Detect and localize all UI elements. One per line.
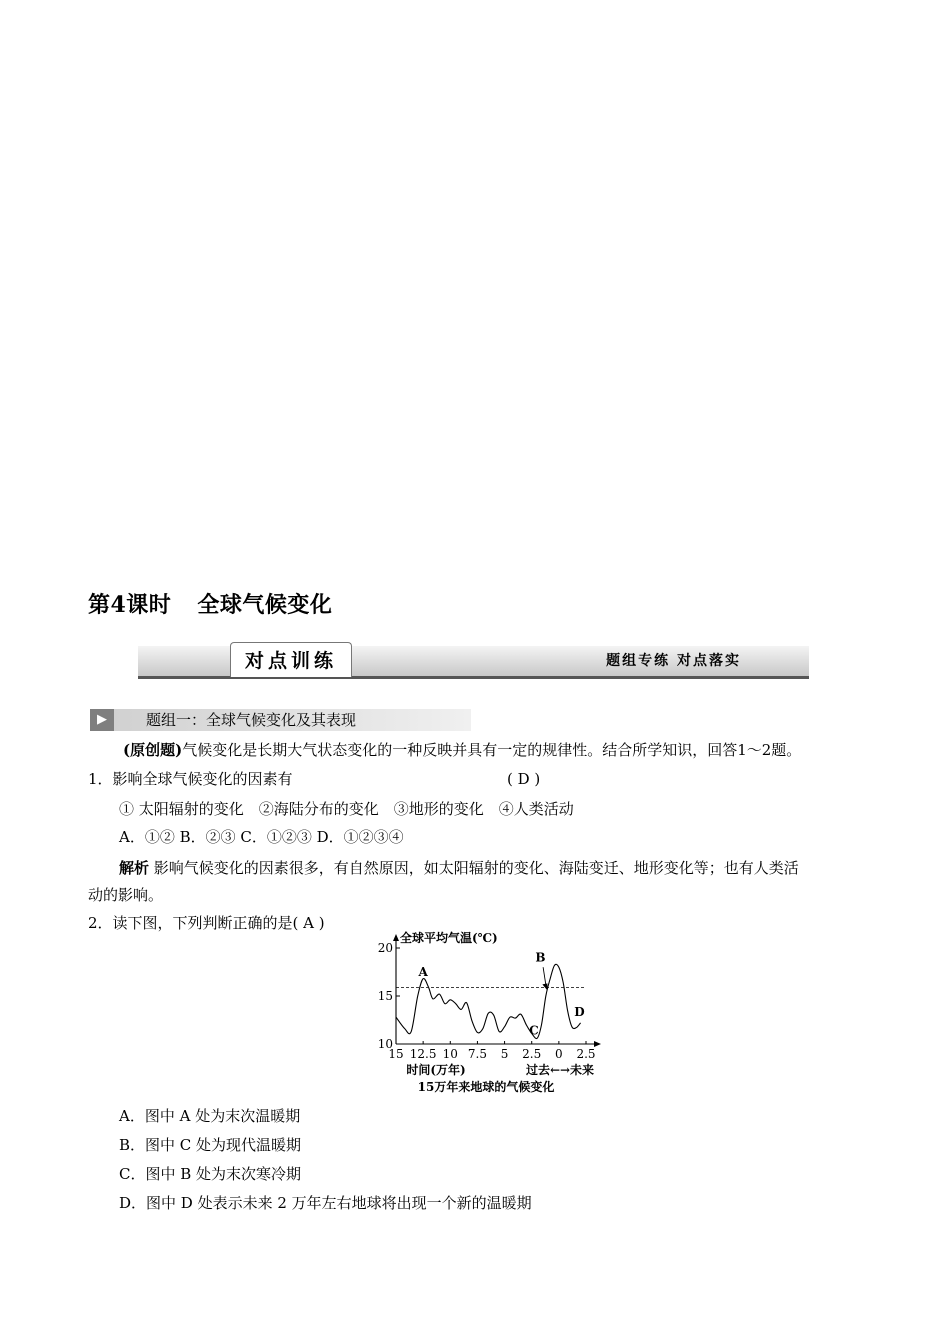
x-tick-label: 5 bbox=[500, 1047, 509, 1061]
x-axis-label: 时间(万年) bbox=[406, 1063, 466, 1077]
y-tick-label: 15 bbox=[377, 989, 393, 1003]
y-tick-label: 20 bbox=[377, 941, 393, 955]
x-tick-label: 2.5 bbox=[576, 1047, 596, 1061]
annotation-label-a: A bbox=[418, 964, 428, 979]
x-tick-label: 7.5 bbox=[467, 1047, 487, 1061]
annotation-label-d: D bbox=[574, 1005, 585, 1020]
lesson-name: 全球气候变化 bbox=[197, 592, 333, 618]
analysis-text: 影响气候变化的因素很多，有自然原因，如太阳辐射的变化、海陆变迁、地形变化等；也有人类活 bbox=[149, 859, 799, 877]
group-title: 题组一：全球气候变化及其表现 bbox=[146, 711, 357, 729]
y-axis-arrow-icon bbox=[393, 934, 399, 941]
q2-option-a: A．图中 A 处为末次温暖期 bbox=[119, 1107, 301, 1125]
group-header bbox=[90, 709, 471, 731]
x-tick-label: 12.5 bbox=[409, 1047, 437, 1061]
analysis-label: 解析 bbox=[119, 859, 150, 877]
x-tick-label: 15 bbox=[388, 1047, 404, 1061]
x-tick-label: 2.5 bbox=[522, 1047, 542, 1061]
q1-options: A．①② B．②③ C．①②③ D．①②③④ bbox=[119, 828, 404, 846]
intro-tag: (原创题) bbox=[123, 741, 183, 759]
annotation-label-c: C bbox=[529, 1023, 539, 1038]
climate-chart bbox=[372, 930, 612, 1098]
x-tick-label: 10 bbox=[442, 1047, 458, 1061]
q2-option-c: C．图中 B 处为末次寒冷期 bbox=[119, 1165, 302, 1183]
annotation-label-b: B bbox=[535, 950, 546, 965]
q2-stem: 2．读下图，下列判断正确的是 bbox=[88, 914, 293, 932]
q2-answer: ( A ) bbox=[292, 914, 325, 932]
q1-factors: ① 太阳辐射的变化 ②海陆分布的变化 ③地形的变化 ④人类活动 bbox=[119, 800, 574, 818]
x-tick-label: 0 bbox=[555, 1047, 563, 1061]
q2-option-b: B．图中 C 处为现代温暖期 bbox=[119, 1136, 302, 1154]
banner-subtitle: 题组专练 对点落实 bbox=[606, 653, 741, 669]
section-banner bbox=[138, 642, 809, 682]
intro-paragraph bbox=[123, 740, 801, 760]
q1-analysis-cont: 动的影响。 bbox=[88, 886, 164, 904]
pointer-arrow-icon bbox=[542, 983, 547, 990]
play-arrow-icon: ▶ bbox=[90, 709, 114, 731]
y-tick-label: 10 bbox=[377, 1037, 393, 1051]
lesson-number: 第4课时 bbox=[88, 592, 172, 618]
lesson-title bbox=[88, 588, 332, 619]
chart-title: 15万年来地球的气候变化 bbox=[417, 1080, 555, 1094]
y-axis-label: 全球平均气温(℃) bbox=[400, 931, 498, 945]
q2-stem-line bbox=[88, 913, 325, 933]
banner-tab: 对点训练 bbox=[230, 642, 352, 677]
q2-option-d: D．图中 D 处表示未来 2 万年左右地球将出现一个新的温暖期 bbox=[119, 1194, 532, 1212]
q1-answer: ( D ) bbox=[507, 770, 541, 788]
q1-analysis bbox=[119, 858, 799, 878]
x-axis-direction-label: 过去←→未来 bbox=[525, 1063, 595, 1077]
q1-stem: 1．影响全球气候变化的因素有 bbox=[88, 770, 293, 788]
intro-text: 气候变化是长期大气状态变化的一种反映并具有一定的规律性。结合所学知识，回答1～2题。 bbox=[182, 741, 802, 759]
